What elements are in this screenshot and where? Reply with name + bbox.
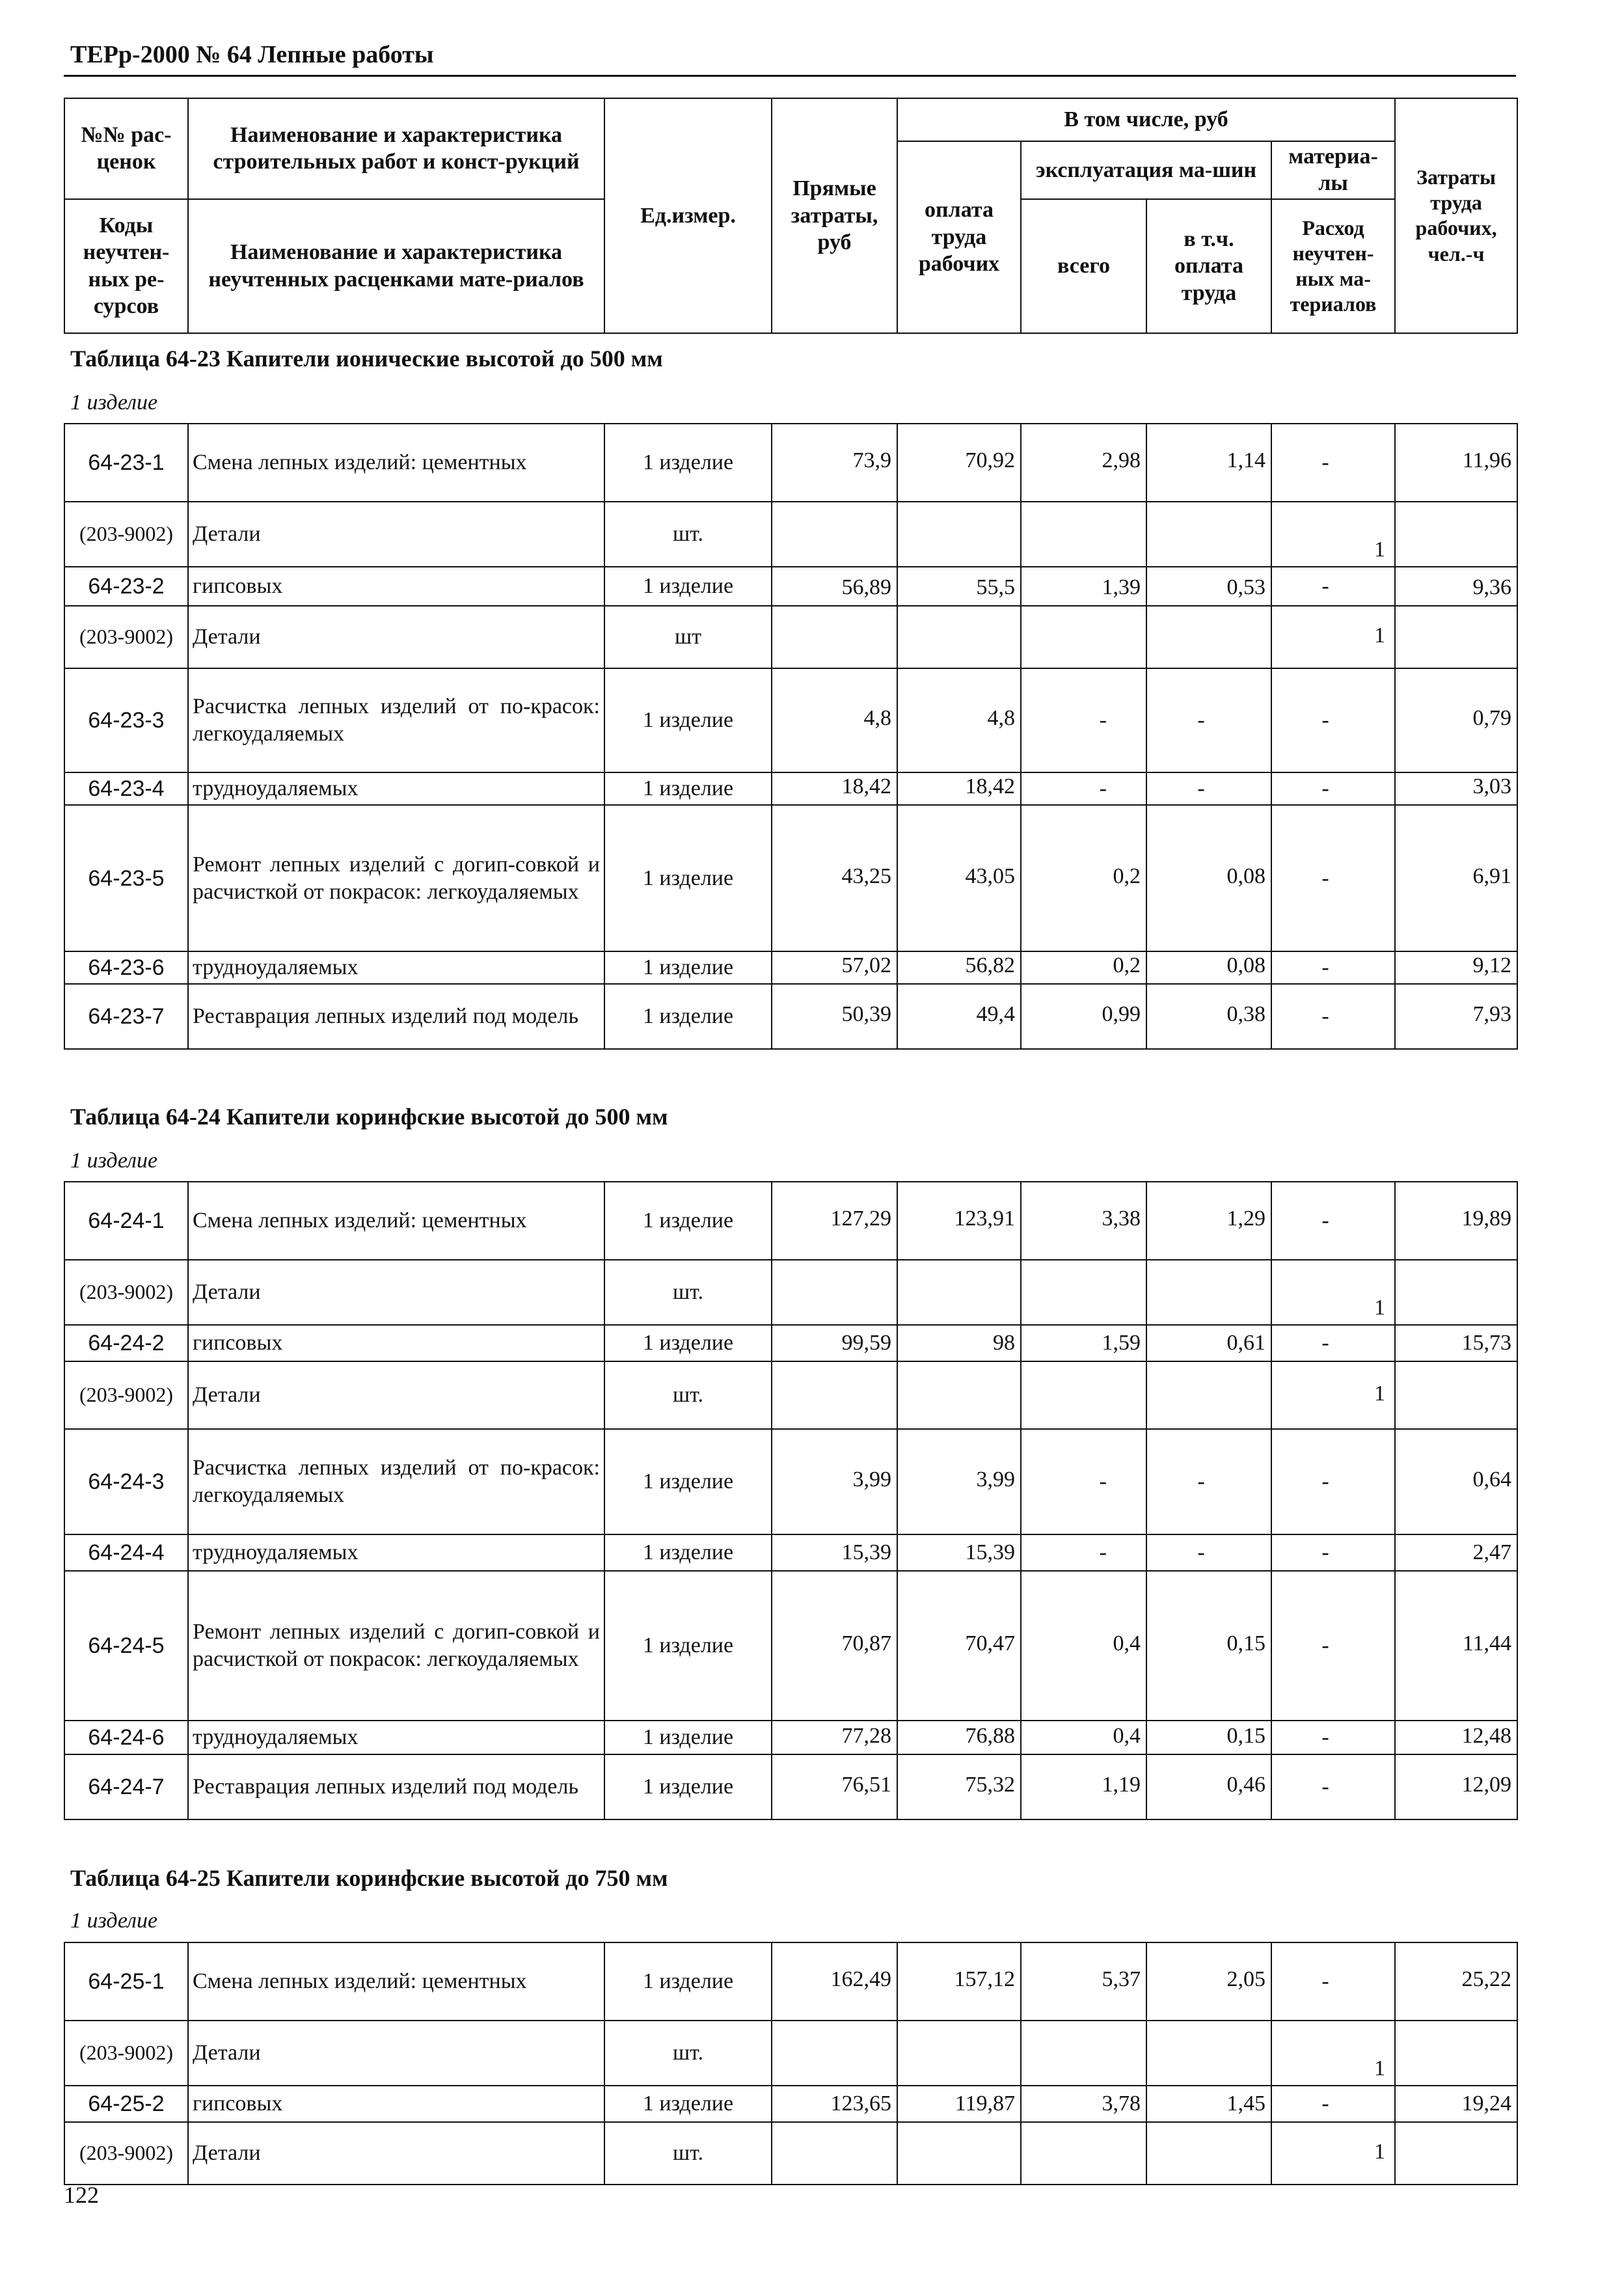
rate-code: 64-23-4 [64,772,188,805]
hdr-material-name: Наименование и характеристика неучтенных расценками мате-риалов [188,199,604,333]
machines-wages: 1,29 [1146,1182,1271,1260]
resource-code: (203-9002) [64,502,188,567]
resource-code: (203-9002) [64,1361,188,1429]
resource-name: Детали [188,502,604,567]
table-row [64,1325,1517,1361]
resource-unit: шт [604,606,772,668]
table-row [64,1942,1517,2021]
materials: - [1271,2086,1395,2122]
machines-wages: - [1146,668,1271,772]
resource-name: Детали [188,606,604,668]
unit: 1 изделие [604,1721,772,1754]
rate-code: 64-24-4 [64,1534,188,1571]
machines-wages: 0,15 [1146,1571,1271,1721]
direct: 123,65 [772,2086,897,2122]
rate-code: 64-23-3 [64,668,188,772]
rate-code: 64-24-3 [64,1429,188,1534]
resource-unit: шт. [604,2122,772,2185]
materials: - [1271,424,1395,502]
resource-row [64,606,1517,668]
unit: 1 изделие [604,567,772,606]
direct: 57,02 [772,951,897,984]
wages: 123,91 [897,1182,1021,1260]
table-row [64,1429,1517,1534]
table-caption: Таблица 64-23 Капители ионические высотой до 500 мм [70,346,663,372]
hdr-direct-costs: Прямые затраты, руб [772,98,897,333]
work-name: Смена лепных изделий: цементных [188,424,604,502]
rate-code: 64-24-1 [64,1182,188,1260]
resource-row [64,502,1517,567]
wages: 76,88 [897,1721,1021,1754]
direct: 76,51 [772,1754,897,1819]
table-unit: 1 изделие [70,1149,158,1173]
resource-unit: шт. [604,1260,772,1325]
direct: 50,39 [772,984,897,1049]
hdr-including: В том числе, руб [897,98,1395,141]
machines-wages: 2,05 [1146,1942,1271,2021]
labor: 0,79 [1395,668,1517,772]
rate-code: 64-24-5 [64,1571,188,1721]
resource-row [64,2021,1517,2086]
rate-code: 64-23-7 [64,984,188,1049]
machines: 1,39 [1021,567,1146,606]
table-row [64,1721,1517,1754]
wages: 4,8 [897,668,1021,772]
resource-unit: шт. [604,2021,772,2086]
wages: 119,87 [897,2086,1021,2122]
table-row [64,1754,1517,1819]
rate-code: 64-23-5 [64,805,188,951]
unit: 1 изделие [604,668,772,772]
rate-code: 64-24-7 [64,1754,188,1819]
machines-wages: - [1146,1534,1271,1571]
rate-code: 64-24-2 [64,1325,188,1361]
wages: 70,92 [897,424,1021,502]
unit: 1 изделие [604,984,772,1049]
wages: 15,39 [897,1534,1021,1571]
labor: 25,22 [1395,1942,1517,2021]
materials: - [1271,567,1395,606]
hdr-unit: Ед.измер. [604,98,772,333]
unit: 1 изделие [604,1754,772,1819]
resource-name: Детали [188,2122,604,2185]
work-name: Расчистка лепных изделий от по-красок: легкоудаляемых [188,1429,604,1534]
table-row [64,668,1517,772]
unit: 1 изделие [604,1571,772,1721]
machines: 0,4 [1021,1571,1146,1721]
resource-code: (203-9002) [64,2021,188,2086]
resource-qty: 1 [1271,1361,1395,1429]
machines-wages: - [1146,1429,1271,1534]
resource-row [64,1361,1517,1429]
materials: - [1271,1429,1395,1534]
table-row [64,805,1517,951]
resource-qty: 1 [1271,1260,1395,1325]
machines: 3,38 [1021,1182,1146,1260]
running-header: ТЕРр-2000 № 64 Лепные работы [70,41,434,68]
rate-code: 64-24-6 [64,1721,188,1754]
hdr-machines: эксплуатация ма-шин [1021,141,1271,199]
unit: 1 изделие [604,1942,772,2021]
labor: 2,47 [1395,1534,1517,1571]
labor: 9,36 [1395,567,1517,606]
direct: 162,49 [772,1942,897,2021]
wages: 75,32 [897,1754,1021,1819]
table-row [64,2086,1517,2122]
work-name: Реставрация лепных изделий под модель [188,984,604,1049]
machines: 0,4 [1021,1721,1146,1754]
direct: 70,87 [772,1571,897,1721]
resource-qty: 1 [1271,606,1395,668]
rate-code: 64-25-2 [64,2086,188,2122]
resource-qty: 1 [1271,2122,1395,2185]
rates-table-64-25 [64,1942,1518,2185]
work-name: Ремонт лепных изделий с догип-совкой и расчисткой от покрасок: легкоудаляемых [188,1571,604,1721]
work-name: гипсовых [188,2086,604,2122]
wages: 49,4 [897,984,1021,1049]
materials: - [1271,1721,1395,1754]
machines-wages: - [1146,772,1271,805]
direct: 15,39 [772,1534,897,1571]
materials: - [1271,1942,1395,2021]
unit: 1 изделие [604,2086,772,2122]
machines-wages: 1,45 [1146,2086,1271,2122]
wages: 70,47 [897,1571,1021,1721]
table-caption: Таблица 64-25 Капители коринфские высотой до 750 мм [70,1865,668,1891]
rate-code: 64-23-6 [64,951,188,984]
direct: 3,99 [772,1429,897,1534]
table-row [64,951,1517,984]
materials: - [1271,1754,1395,1819]
hdr-codes: №№ рас-ценок [64,98,188,199]
unit: 1 изделие [604,1325,772,1361]
hdr-labor: Затраты труда рабочих, чел.-ч [1395,98,1517,333]
resource-row [64,1260,1517,1325]
machines-wages: 0,46 [1146,1754,1271,1819]
direct: 77,28 [772,1721,897,1754]
machines: - [1021,668,1146,772]
table-row [64,567,1517,606]
rates-table-64-23 [64,423,1518,1050]
rate-code: 64-23-1 [64,424,188,502]
machines-wages: 0,15 [1146,1721,1271,1754]
work-name: Смена лепных изделий: цементных [188,1942,604,2021]
resource-unit: шт. [604,502,772,567]
labor: 11,96 [1395,424,1517,502]
wages: 55,5 [897,567,1021,606]
rates-table-64-24 [64,1181,1518,1820]
hdr-materials: материа-лы [1271,141,1395,199]
materials: - [1271,1534,1395,1571]
machines-wages: 0,53 [1146,567,1271,606]
machines: 0,2 [1021,805,1146,951]
resource-unit: шт. [604,1361,772,1429]
labor: 19,24 [1395,2086,1517,2122]
unit: 1 изделие [604,772,772,805]
labor: 11,44 [1395,1571,1517,1721]
page-number: 122 [64,2182,99,2208]
resource-name: Детали [188,2021,604,2086]
direct: 99,59 [772,1325,897,1361]
materials: - [1271,1571,1395,1721]
unit: 1 изделие [604,805,772,951]
wages: 43,05 [897,805,1021,951]
hdr-wages: оплата труда рабочих [897,141,1021,333]
hdr-machines-total: всего [1021,199,1146,333]
machines-wages: 0,08 [1146,805,1271,951]
machines: 2,98 [1021,424,1146,502]
materials: - [1271,1325,1395,1361]
work-name: Реставрация лепных изделий под модель [188,1754,604,1819]
work-name: Смена лепных изделий: цементных [188,1182,604,1260]
machines-wages: 0,08 [1146,951,1271,984]
table-caption: Таблица 64-24 Капители коринфские высотой до 500 мм [70,1104,668,1130]
direct: 73,9 [772,424,897,502]
work-name: трудноудаляемых [188,1534,604,1571]
labor: 12,09 [1395,1754,1517,1819]
table-row [64,984,1517,1049]
machines-wages: 0,61 [1146,1325,1271,1361]
machines: 3,78 [1021,2086,1146,2122]
work-name: трудноудаляемых [188,951,604,984]
machines: - [1021,772,1146,805]
work-name: Ремонт лепных изделий с догип-совкой и расчисткой от покрасок: легкоудаляемых [188,805,604,951]
machines: 1,59 [1021,1325,1146,1361]
table-unit: 1 изделие [70,390,158,415]
machines: 5,37 [1021,1942,1146,2021]
hdr-machines-wages: в т.ч. оплата труда [1146,199,1271,333]
unit: 1 изделие [604,951,772,984]
materials: - [1271,772,1395,805]
table-row [64,1182,1517,1260]
machines: - [1021,1429,1146,1534]
unit: 1 изделие [604,1182,772,1260]
resource-code: (203-9002) [64,1260,188,1325]
table-unit: 1 изделие [70,1909,158,1933]
labor: 12,48 [1395,1721,1517,1754]
machines-wages: 1,14 [1146,424,1271,502]
machines: - [1021,1534,1146,1571]
rate-code: 64-23-2 [64,567,188,606]
wages: 18,42 [897,772,1021,805]
materials: - [1271,668,1395,772]
resource-code: (203-9002) [64,2122,188,2185]
wages: 98 [897,1325,1021,1361]
labor: 15,73 [1395,1325,1517,1361]
hdr-material-consumption: Расход неучтен-ных ма-териалов [1271,199,1395,333]
materials: - [1271,805,1395,951]
materials: - [1271,951,1395,984]
labor: 19,89 [1395,1182,1517,1260]
materials: - [1271,984,1395,1049]
labor: 0,64 [1395,1429,1517,1534]
direct: 56,89 [772,567,897,606]
labor: 6,91 [1395,805,1517,951]
table-row [64,772,1517,805]
rate-code: 64-25-1 [64,1942,188,2021]
wages: 3,99 [897,1429,1021,1534]
labor: 9,12 [1395,951,1517,984]
direct: 4,8 [772,668,897,772]
table-row [64,424,1517,502]
labor: 3,03 [1395,772,1517,805]
machines: 1,19 [1021,1754,1146,1819]
unit: 1 изделие [604,424,772,502]
header-rule [64,75,1516,77]
work-name: Расчистка лепных изделий от по-красок: легкоудаляемых [188,668,604,772]
column-header-table [64,98,1518,334]
unit: 1 изделие [604,1429,772,1534]
resource-qty: 1 [1271,502,1395,567]
machines: 0,99 [1021,984,1146,1049]
labor: 7,93 [1395,984,1517,1049]
machines-wages: 0,38 [1146,984,1271,1049]
direct: 43,25 [772,805,897,951]
hdr-work-name: Наименование и характеристика строительных работ и конст-рукций [188,98,604,199]
unit: 1 изделие [604,1534,772,1571]
materials: - [1271,1182,1395,1260]
machines: 0,2 [1021,951,1146,984]
work-name: гипсовых [188,1325,604,1361]
resource-qty: 1 [1271,2021,1395,2086]
hdr-resource-codes: Коды неучтен-ных ре-сурсов [64,199,188,333]
wages: 157,12 [897,1942,1021,2021]
wages: 56,82 [897,951,1021,984]
resource-code: (203-9002) [64,606,188,668]
resource-name: Детали [188,1361,604,1429]
resource-name: Детали [188,1260,604,1325]
table-row [64,1571,1517,1721]
work-name: трудноудаляемых [188,1721,604,1754]
table-row [64,1534,1517,1571]
direct: 18,42 [772,772,897,805]
resource-row [64,2122,1517,2185]
work-name: трудноудаляемых [188,772,604,805]
work-name: гипсовых [188,567,604,606]
direct: 127,29 [772,1182,897,1260]
